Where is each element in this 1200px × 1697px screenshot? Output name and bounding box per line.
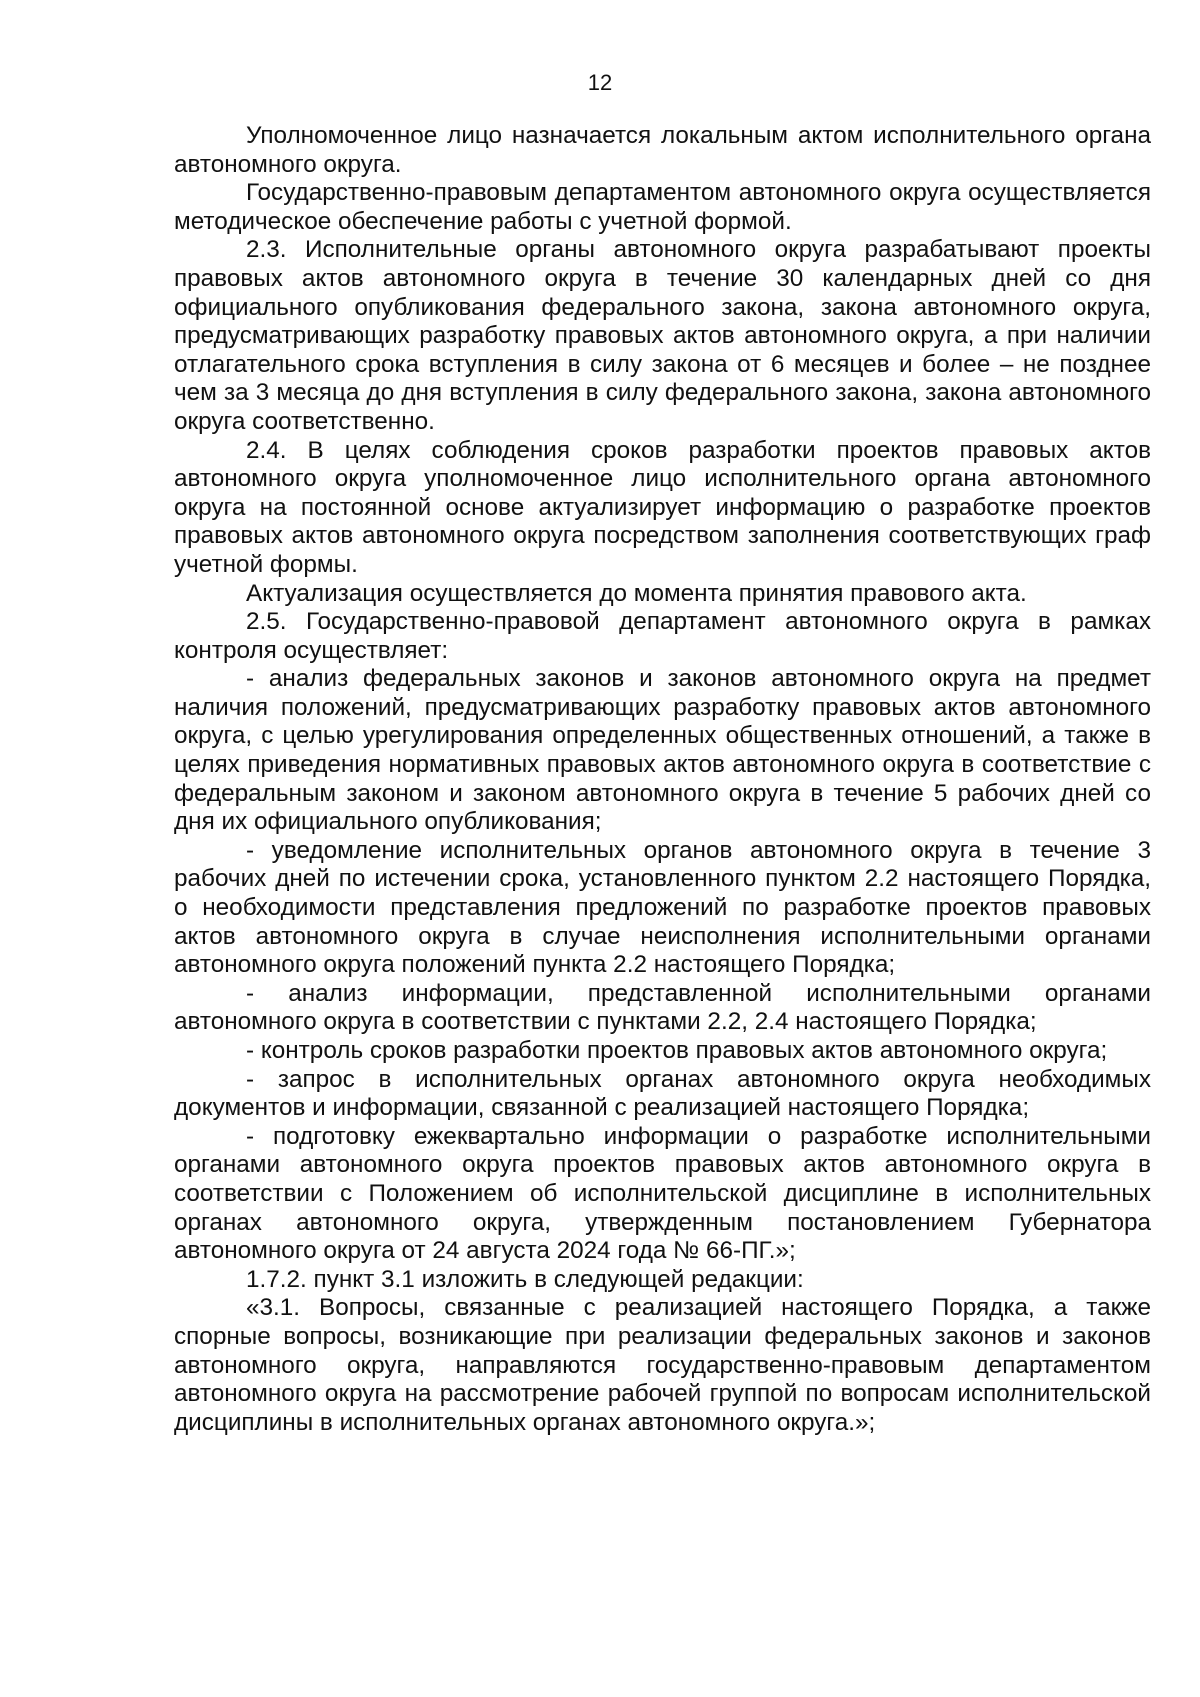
paragraph: «3.1. Вопросы, связанные с реализацией настоящего Порядка, а также спорные вопросы, возникающие при реализации федеральных законов и законов автономного округа, направляются государственно-правовым департаментом автономного округа на рассмотрение рабочей группой по вопросам исполнительской дисциплины в исполнительных органах автономного округа.»; <box>174 1294 1151 1436</box>
list-item: - анализ федеральных законов и законов автономного округа на предмет наличия положений, предусматривающих разработку правовых актов автономного округа, с целью урегулирования определенных общественных отношений, а также в целях приведения нормативных правовых актов автономного округа в соответствие с федеральным законом и законом автономного округа в течение 5 рабочих дней со дня их официального опубликования; <box>174 665 1151 836</box>
paragraph: Уполномоченное лицо назначается локальным актом исполнительного органа автономного округа. <box>174 122 1151 178</box>
list-item: - запрос в исполнительных органах автономного округа необходимых документов и информации, связанной с реализацией настоящего Порядка; <box>174 1065 1151 1122</box>
paragraph: 2.3. Исполнительные органы автономного округа разрабатывают проекты правовых актов автономного округа в течение 30 календарных дней со дня официального опубликования федерального закона, закона автономного округа, предусматривающих разработку правовых актов автономного округа, а при наличии отлагательного срока вступления в силу закона от 6 месяцев и более – не позднее чем за 3 месяца до дня вступления в силу федерального закона, закона автономного округа соответственно. <box>174 236 1151 435</box>
list-item: - анализ информации, представленной исполнительными органами автономного округа в соответствии с пунктами 2.2, 2.4 настоящего Порядка; <box>174 979 1151 1036</box>
list-item: - контроль сроков разработки проектов правовых актов автономного округа; <box>246 1037 1108 1064</box>
paragraph: Актуализация осуществляется до момента принятия правового акта. <box>246 579 1027 607</box>
document-body <box>174 122 1151 1437</box>
paragraph: Государственно-правовым департаментом автономного округа осуществляется методическое обеспечение работы с учетной формой. <box>174 179 1151 235</box>
list-item: - уведомление исполнительных органов автономного округа в течение 3 рабочих дней по истечении срока, установленного пунктом 2.2 настоящего Порядка, о необходимости представления предложений по разработке проектов правовых актов автономного округа в случае неисполнения исполнительными органами автономного округа положений пункта 2.2 настоящего Порядка; <box>174 836 1151 979</box>
paragraph: 2.4. В целях соблюдения сроков разработки проектов правовых актов автономного округа уполномоченное лицо исполнительного органа автономного округа на постоянной основе актуализирует информацию о разработке проектов правовых актов автономного округа посредством заполнения соответствующих граф учетной формы. <box>174 436 1151 578</box>
paragraph: 2.5. Государственно-правовой департамент автономного округа в рамках контроля осуществляет: <box>174 608 1151 664</box>
paragraph: 1.7.2. пункт 3.1 изложить в следующей редакции: <box>246 1265 804 1293</box>
list-item: - подготовку ежеквартально информации о разработке исполнительными органами автономного округа проектов правовых актов автономного округа в соответствии с Положением об исполнительской дисциплине в исполнительных органах автономного округа, утвержденным постановлением Губернатора автономного округа от 24 августа 2024 года № 66-ПГ.»; <box>174 1122 1151 1265</box>
page-number: 12 <box>587 70 613 95</box>
